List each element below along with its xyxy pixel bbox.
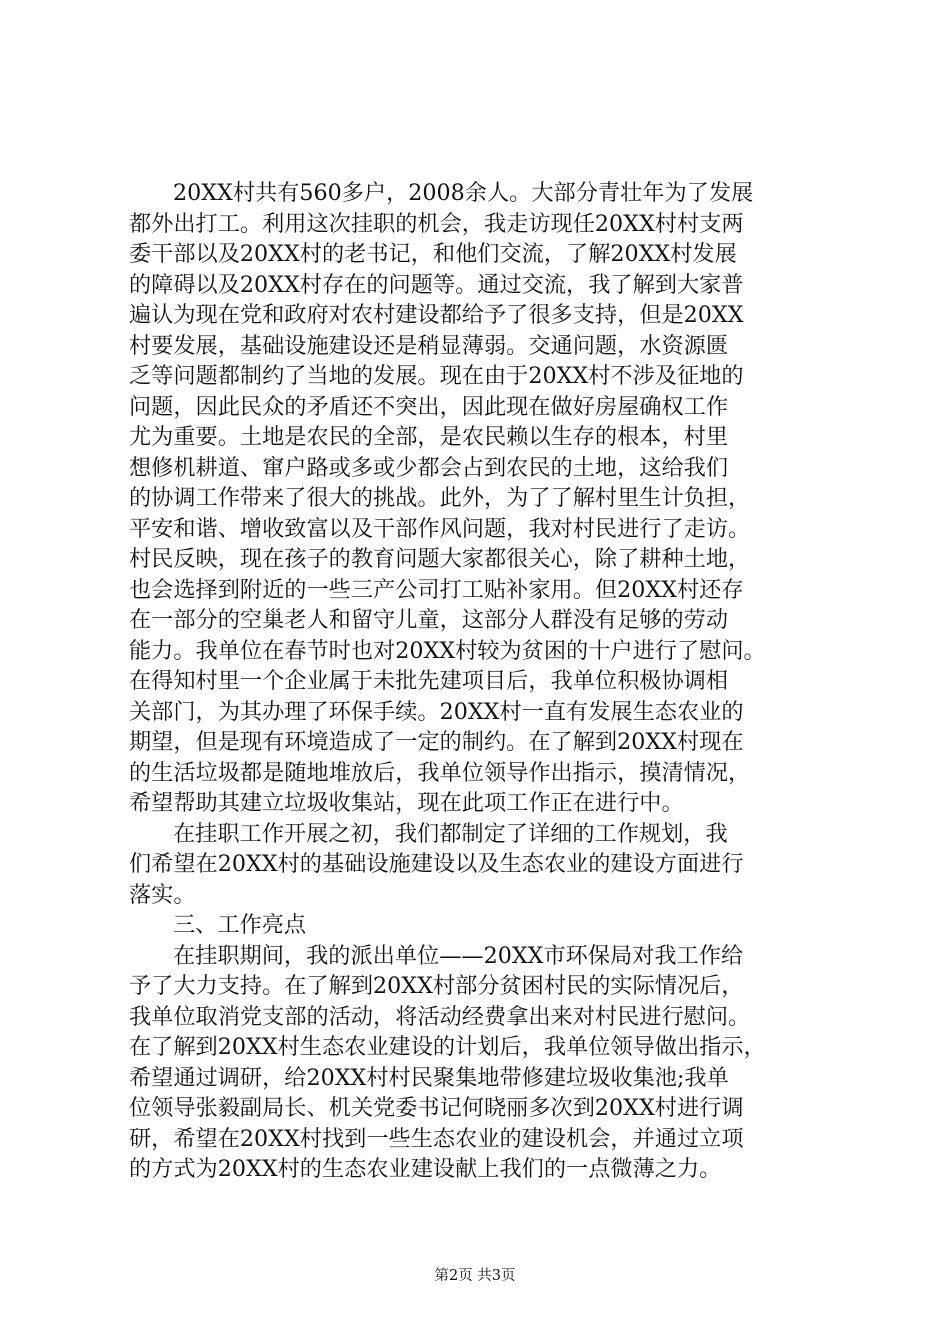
text-line: 在了解到20XX村生态农业建设的计划后，我单位领导做出指示，: [129, 1034, 766, 1060]
text-line: 委干部以及20XX村的老书记，和他们交流，了解20XX村发展: [129, 241, 737, 267]
text-line: 的协调工作带来了很大的挑战。此外，为了了解村里生计负担，: [129, 485, 751, 511]
text-line: 的生活垃圾都是随地堆放后，我单位领导作出指示，摸清情况，: [129, 759, 751, 786]
text-line: 在一部分的空巢老人和留守儿童，这部分人群没有足够的劳动: [129, 607, 729, 633]
section-heading-text: 三、工作亮点: [173, 912, 307, 938]
text-line: 在挂职工作开展之初，我们都制定了详细的工作规划，我: [173, 820, 728, 847]
text-line: 问题，因此民众的矛盾还不突出，因此现在做好房屋确权工作: [129, 393, 729, 420]
paragraph-1: [129, 178, 821, 819]
text-line: 在得知村里一个企业属于未批先建项目后，我单位积极协调相: [129, 668, 729, 694]
text-line: 我单位取消党支部的活动，将活动经费拿出来对村民进行慰问。: [129, 1003, 751, 1030]
text-line: 落实。: [129, 881, 196, 908]
text-line: 尤为重要。土地是农民的全部，是农民赖以生存的根本，村里: [129, 424, 729, 450]
text-line: 村要发展，基础设施建设还是稍显薄弱。交通问题，水资源匮: [129, 332, 729, 359]
paragraph-2: [129, 819, 821, 911]
document-body: [129, 178, 821, 1185]
text-line: 能力。我单位在春节时也对20XX村较为贫困的十户进行了慰问。: [129, 637, 766, 664]
text-line: 们希望在20XX村的基础设施建设以及生态农业的建设方面进行: [129, 851, 744, 877]
text-line: 希望通过调研，给20XX村村民聚集地带修建垃圾收集池;我单: [129, 1064, 729, 1091]
text-line: 的障碍以及20XX村存在的问题等。通过交流，我了解到大家普: [129, 271, 744, 298]
text-line: 关部门，为其办理了环保手续。20XX村一直有发展生态农业的: [129, 698, 744, 725]
text-line: 20XX村共有560多户，2008余人。大部分青壮年为了发展: [173, 180, 754, 206]
section-heading: [129, 910, 821, 941]
text-line: 予了大力支持。在了解到20XX村部分贫困村民的实际情况后，: [129, 973, 744, 999]
text-line: 希望帮助其建立垃圾收集站，现在此项工作正在进行中。: [129, 790, 684, 816]
text-line: 研，希望在20XX村找到一些生态农业的建设机会，并通过立项: [129, 1125, 744, 1152]
text-line: 期望，但是现有环境造成了一定的制约。在了解到20XX村现在: [129, 729, 744, 755]
text-line: 乏等问题都制约了当地的发展。现在由于20XX村不涉及征地的: [129, 363, 744, 389]
text-line: 村民反映，现在孩子的教育问题大家都很关心，除了耕种土地，: [129, 546, 751, 572]
text-line: 的方式为20XX村的生态农业建设献上我们的一点微薄之力。: [129, 1156, 722, 1182]
paragraph-3: [129, 941, 821, 1185]
text-line: 在挂职期间，我的派出单位——20XX市环保局对我工作给: [173, 942, 744, 969]
text-line: 都外出打工。利用这次挂职的机会，我走访现任20XX村村支两: [129, 210, 744, 237]
text-line: 遍认为现在党和政府对农村建设都给予了很多支持，但是20XX: [129, 302, 744, 328]
text-line: 平安和谐、增收致富以及干部作风问题，我对村民进行了走访。: [129, 515, 751, 542]
text-line: 也会选择到附近的一些三产公司打工贴补家用。但20XX村还存: [129, 576, 744, 603]
page-number-footer: 第2页 共3页: [434, 1268, 516, 1284]
text-line: 想修机耕道、窜户路或多或少都会占到农民的土地，这给我们: [129, 454, 729, 481]
text-line: 位领导张毅副局长、机关党委书记何晓丽多次到20XX村进行调: [129, 1095, 744, 1121]
